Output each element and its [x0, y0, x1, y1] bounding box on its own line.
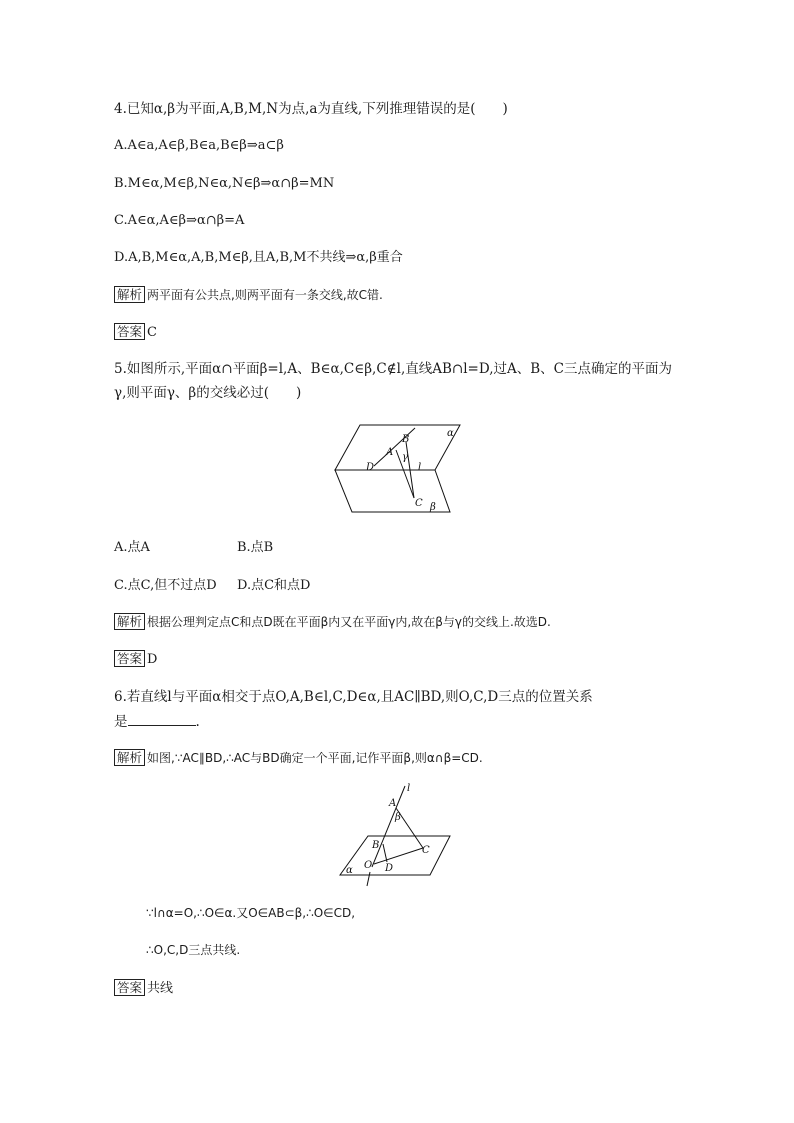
q6-stem-line1: 6.若直线l与平面α相交于点O,A,B∈l,C,D∈α,且AC∥BD,则O,C,D三点的位置关系	[114, 689, 593, 705]
q5-answer-value: D	[147, 652, 158, 667]
q5-answer	[114, 650, 157, 669]
q5-option-c: C.点C,但不过点D	[114, 578, 217, 593]
line-ocd	[374, 848, 423, 864]
label-b: B	[372, 840, 380, 851]
label-d: D	[366, 462, 375, 473]
q5-stem-line1: 5.如图所示,平面α∩平面β=l,A、B∈α,C∈β,C∉l,直线AB∩l=D,过A、B、C三点确定的平面为	[114, 361, 672, 377]
label-c: C	[415, 498, 423, 509]
q6-proof-line1: ∵l∩α=O,∴O∈α.又O∈AB⊂β,∴O∈CD,	[146, 906, 356, 920]
q5-option-d: D.点C和点D	[237, 578, 311, 593]
q5-figure	[330, 420, 470, 520]
label-o: O	[364, 860, 373, 871]
q6-stem-end: .	[195, 714, 200, 730]
q6-figure	[338, 782, 458, 890]
q5-stem-line2: γ,则平面γ、β的交线必过( )	[114, 385, 302, 401]
label-alpha: α	[447, 428, 454, 439]
q4-answer-value: C	[147, 325, 157, 340]
q6-analysis-text: 如图,∵AC∥BD,∴AC与BD确定一个平面,记作平面β,则α∩β=CD.	[147, 751, 483, 765]
label-l: l	[418, 462, 422, 473]
label-alpha: α	[346, 865, 353, 876]
q5-analysis-text: 根据公理判定点C和点D既在平面β内又在平面γ内,故在β与γ的交线上.故选D.	[147, 615, 551, 629]
q6-answer-value: 共线	[147, 981, 174, 996]
q5-option-a: A.点A	[114, 540, 150, 555]
q6-stem-start: 是	[114, 714, 128, 730]
label-c: C	[422, 845, 430, 856]
plane-alpha	[335, 425, 460, 470]
q4-analysis-text: 两平面有公共点,则两平面有一条交线,故C错.	[147, 288, 383, 302]
q5-analysis	[114, 613, 551, 632]
label-gamma: γ	[402, 452, 408, 463]
q5-option-b: B.点B	[237, 540, 274, 555]
label-beta: β	[395, 812, 401, 823]
analysis-tag: 解析	[114, 613, 145, 630]
plane-alpha	[340, 836, 450, 875]
q4-option-d: D.A,B,M∈α,A,B,M∈β,且A,B,M不共线⇒α,β重合	[114, 250, 403, 265]
label-l: l	[407, 783, 411, 794]
q4-answer	[114, 323, 157, 342]
q4-option-b: B.M∈α,M∈β,N∈α,N∈β⇒α∩β=MN	[114, 176, 335, 191]
q4-stem: 4.已知α,β为平面,A,B,M,N为点,a为直线,下列推理错误的是( )	[114, 101, 508, 117]
q6-stem-line2	[114, 713, 200, 731]
label-a: A	[386, 447, 394, 458]
label-b: B	[402, 434, 410, 445]
label-a: A	[389, 798, 397, 809]
answer-blank	[128, 713, 196, 726]
label-d: D	[385, 863, 394, 874]
line-l-lower	[367, 872, 370, 886]
q6-proof-line2: ∴O,C,D三点共线.	[146, 943, 241, 957]
q6-analysis	[114, 749, 483, 768]
q4-option-a: A.A∈a,A∈β,B∈a,B∈β⇒a⊂β	[114, 138, 284, 153]
answer-tag: 答案	[114, 650, 145, 667]
q4-analysis	[114, 286, 383, 305]
label-beta: β	[430, 502, 436, 513]
q6-answer	[114, 979, 173, 998]
analysis-tag: 解析	[114, 286, 145, 303]
answer-tag: 答案	[114, 979, 145, 996]
analysis-tag: 解析	[114, 749, 145, 766]
q4-option-c: C.A∈α,A∈β⇒α∩β=A	[114, 213, 245, 228]
answer-tag: 答案	[114, 323, 145, 340]
line-bd	[383, 844, 387, 862]
